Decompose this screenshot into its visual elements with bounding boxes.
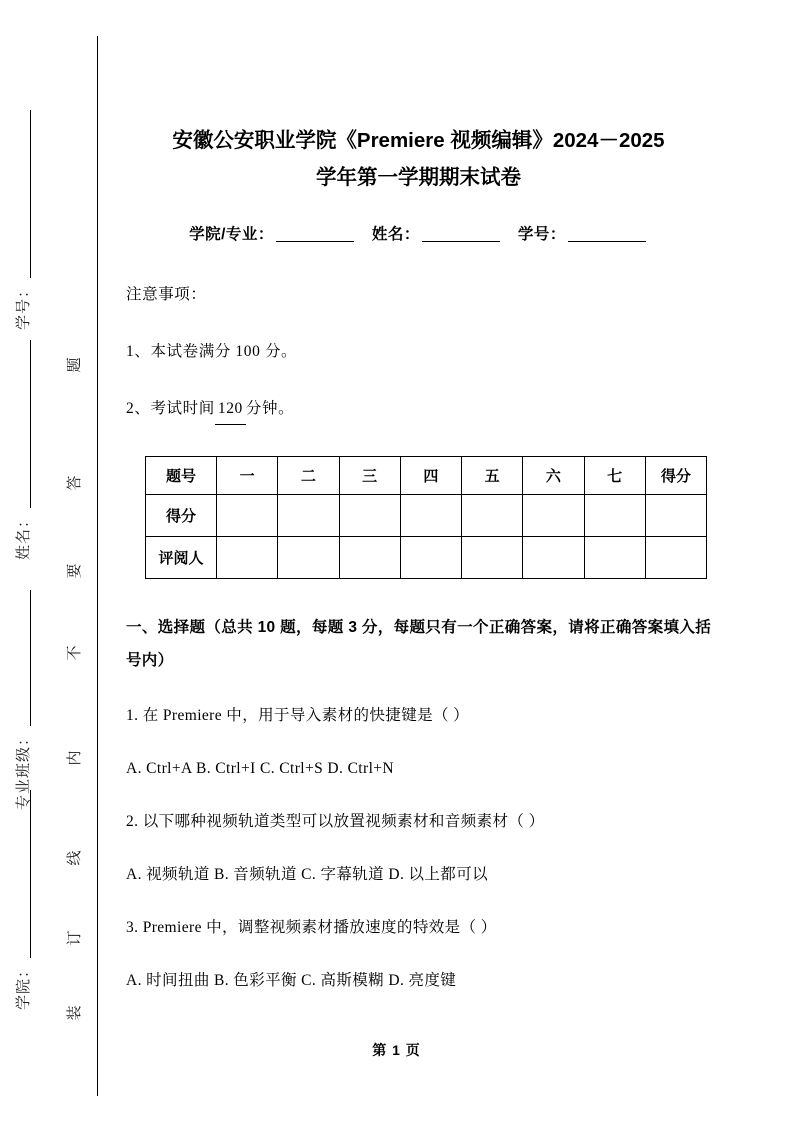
notice-item-2 — [126, 367, 711, 425]
section-heading-1: 一、选择题（总共 10 题，每题 3 分，每题只有一个正确答案，请将正确答案填入括号内） — [126, 619, 711, 669]
seal-char-ding: 订 — [67, 930, 83, 946]
seal-label-rule — [29, 110, 31, 278]
exam-duration-value: 120 — [215, 394, 246, 425]
student-no-label: 学号： — [517, 226, 566, 243]
table-row-header — [146, 457, 707, 495]
seal-label-college: 学院： — [0, 790, 44, 1010]
grader-cell[interactable] — [217, 537, 278, 579]
seal-line-margin — [0, 0, 100, 1122]
grader-cell[interactable] — [400, 537, 461, 579]
page-title — [126, 0, 711, 196]
page-footer: 第 1 页 — [372, 1042, 421, 1058]
question-1-stem: 1. 在 Premiere 中，用于导入素材的快捷键是（ ） — [126, 707, 470, 724]
grader-cell[interactable] — [584, 537, 645, 579]
score-table — [145, 456, 707, 579]
score-table-header-3: 三 — [339, 457, 400, 495]
score-table-header-2: 二 — [278, 457, 339, 495]
score-table-header-1: 一 — [217, 457, 278, 495]
score-table-header-4: 四 — [400, 457, 461, 495]
grader-cell[interactable] — [339, 537, 400, 579]
score-table-header-total: 得分 — [645, 457, 706, 495]
college-major-blank[interactable] — [276, 241, 354, 242]
grader-cell[interactable] — [462, 537, 523, 579]
student-no-blank[interactable] — [568, 241, 646, 242]
seal-char-ti: 题 — [67, 357, 83, 373]
grader-row-label: 评阅人 — [146, 537, 217, 579]
question-2-options: A. 视频轨道 B. 音频轨道 C. 字幕轨道 D. 以上都可以 — [126, 866, 488, 883]
score-cell[interactable] — [400, 495, 461, 537]
exam-content — [126, 0, 711, 995]
name-label: 姓名： — [371, 226, 420, 243]
seal-char-zhuang: 装 — [67, 1005, 83, 1021]
seal-char-nei: 内 — [67, 750, 83, 766]
score-row-label: 得分 — [146, 495, 217, 537]
seal-label-rule — [29, 590, 31, 726]
grader-cell[interactable] — [523, 537, 584, 579]
seal-char-bu: 不 — [67, 645, 83, 661]
notice-item-1: 1、本试卷满分 100 分。 — [126, 343, 298, 360]
score-table-container — [126, 425, 711, 579]
seal-label-rule — [29, 790, 31, 958]
score-cell-total[interactable] — [645, 495, 706, 537]
grader-cell-total[interactable] — [645, 537, 706, 579]
table-row — [146, 495, 707, 537]
score-cell[interactable] — [523, 495, 584, 537]
question-1-options: A. Ctrl+A B. Ctrl+I C. Ctrl+S D. Ctrl+N — [126, 760, 395, 777]
score-cell[interactable] — [339, 495, 400, 537]
score-cell[interactable] — [278, 495, 339, 537]
notice-heading: 注意事项： — [126, 286, 207, 303]
question-2-stem: 2. 以下哪种视频轨道类型可以放置视频素材和音频素材（ ） — [126, 813, 545, 830]
score-cell[interactable] — [584, 495, 645, 537]
score-table-header-6: 六 — [523, 457, 584, 495]
seal-vertical-rule — [97, 36, 98, 1096]
seal-label-rule — [29, 340, 31, 508]
seal-label-name: 姓名： — [0, 340, 44, 560]
notice-item-2-prefix: 2、考试时间 — [126, 400, 215, 417]
title-line-2: 学年第一学期期末试卷 — [316, 166, 521, 189]
seal-label-major-class: 专业班级： — [0, 590, 44, 810]
score-table-header-label: 题号 — [146, 457, 217, 495]
student-identity-line — [126, 196, 711, 244]
grader-cell[interactable] — [278, 537, 339, 579]
question-3-options: A. 时间扭曲 B. 色彩平衡 C. 高斯模糊 D. 亮度键 — [126, 972, 457, 989]
name-blank[interactable] — [422, 241, 500, 242]
table-row — [146, 537, 707, 579]
seal-char-xian: 线 — [67, 850, 83, 866]
notice-item-2-suffix: 分钟。 — [245, 400, 295, 417]
seal-char-yao: 要 — [67, 563, 83, 579]
college-major-label: 学院/专业： — [189, 226, 274, 243]
score-cell[interactable] — [462, 495, 523, 537]
score-table-header-5: 五 — [462, 457, 523, 495]
score-cell[interactable] — [217, 495, 278, 537]
title-line-1: 安徽公安职业学院《Premiere 视频编辑》2024－2025 — [172, 129, 665, 152]
score-table-header-7: 七 — [584, 457, 645, 495]
seal-char-da: 答 — [67, 475, 83, 491]
question-3-stem: 3. Premiere 中，调整视频素材播放速度的特效是（ ） — [126, 919, 497, 936]
seal-label-student-no: 学号： — [0, 110, 44, 330]
